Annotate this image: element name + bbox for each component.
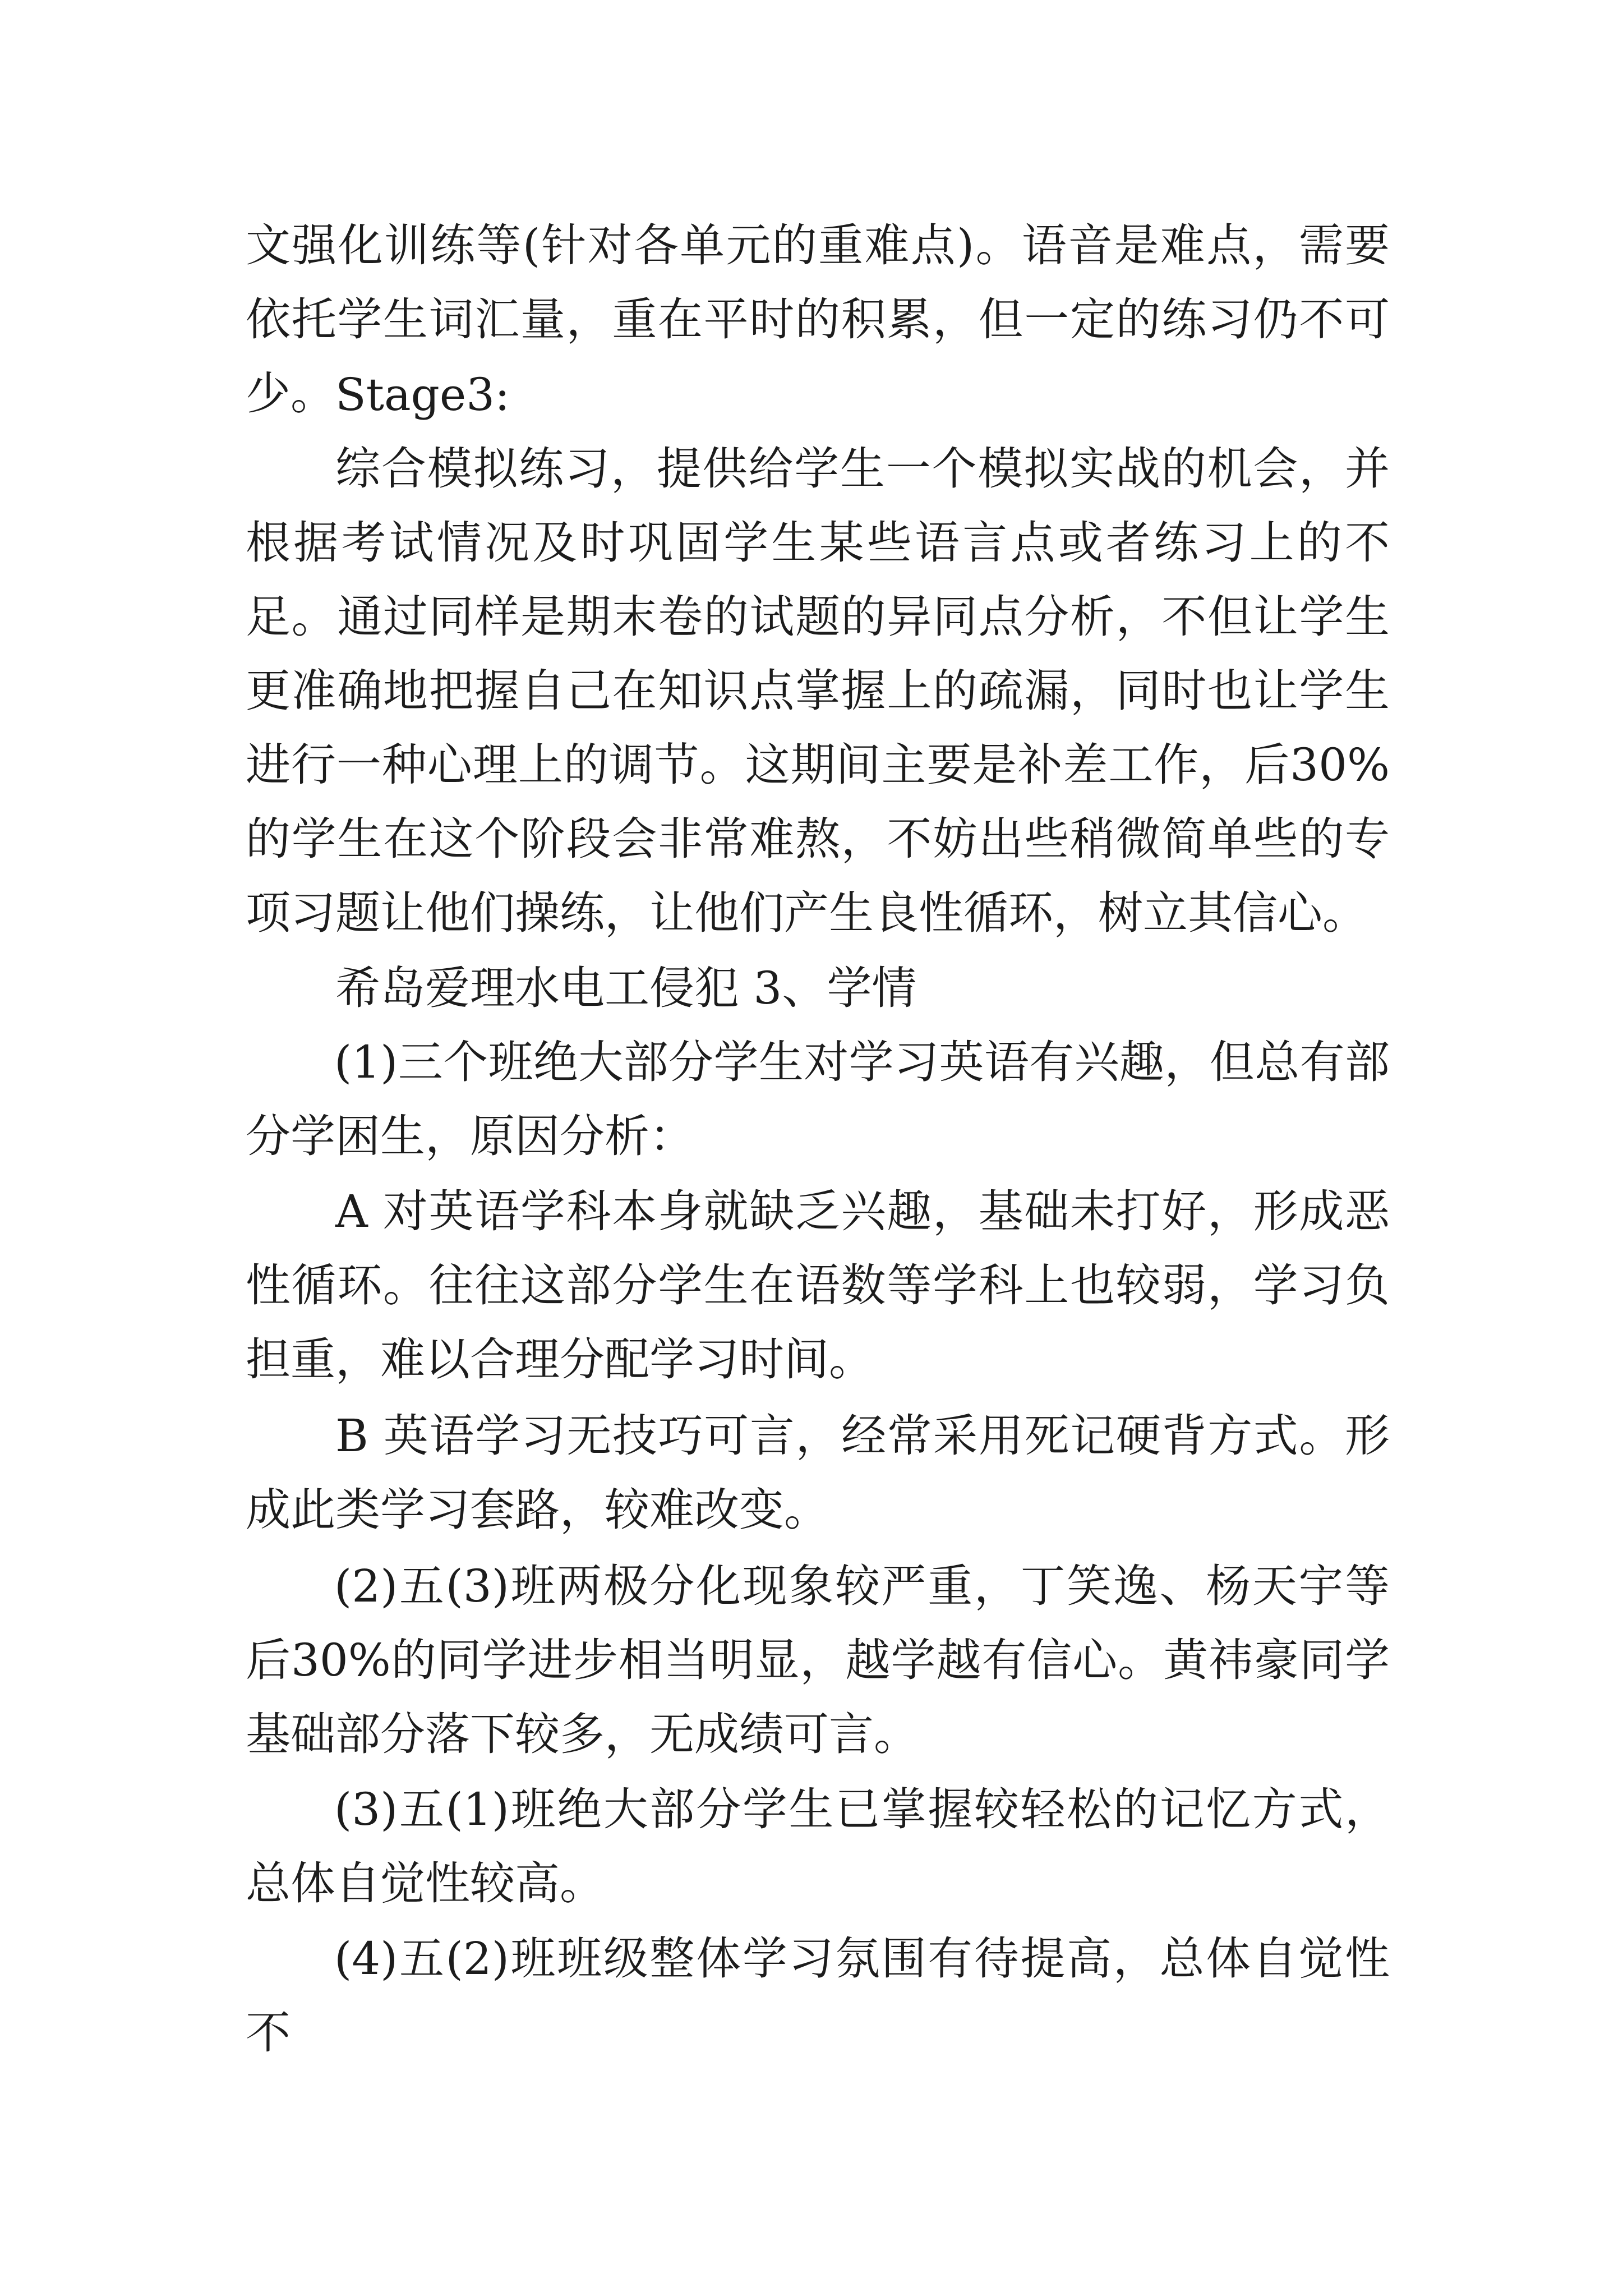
paragraph-stage3-heading: Stage3: <box>335 369 510 421</box>
paragraph-6: A 对英语学科本身就缺乏兴趣，基础未打好，形成恶性循环。往往这部分学生在语数等学科上也较弱，学习负担重，难以合理分配学习时间。 <box>246 1185 1390 1386</box>
paragraph-7: B 英语学习无技巧可言，经常采用死记硬背方式。形成此类学习套路，较难改变。 <box>246 1410 1390 1536</box>
paragraph-3: 综合模拟练习，提供给学生一个模拟实战的机会，并根据考试情况及时巩固学生某些语言点或者练习上的不足。通过同样是期末卷的试题的异同点分析，不但让学生更准确地把握自己在知识点掌握上的疏漏，同时也让学生进行一种心理上的调节。这期间主要是补差工作，后30%的学生在这个阶段会非常难熬，不妨出些稍微简单些的专项习题让他们操练，让他们产生良性循环，树立其信心。 <box>246 443 1390 939</box>
paragraph-section-heading: 希岛爱理水电工侵犯 3、学情 <box>335 962 917 1014</box>
paragraph-8: (2)五(3)班两极分化现象较严重，丁笑逸、杨天宇等后30%的同学进步相当明显，越学越有信心。黄祎豪同学基础部分落下较多，无成绩可言。 <box>246 1560 1390 1760</box>
paragraph-9: (3)五(1)班绝大部分学生已掌握较轻松的记忆方式，总体自觉性较高。 <box>246 1783 1390 1910</box>
paragraph-10: (4)五(2)班班级整体学习氛围有待提高，总体自觉性不 <box>246 1932 1390 2059</box>
paragraph-5: (1)三个班绝大部分学生对学习英语有兴趣，但总有部分学困生，原因分析： <box>246 1036 1390 1162</box>
paragraph-1: 文强化训练等(针对各单元的重难点)。语音是难点，需要依托学生词汇量，重在平时的积累，但一定的练习仍不可少。 <box>246 219 1390 420</box>
